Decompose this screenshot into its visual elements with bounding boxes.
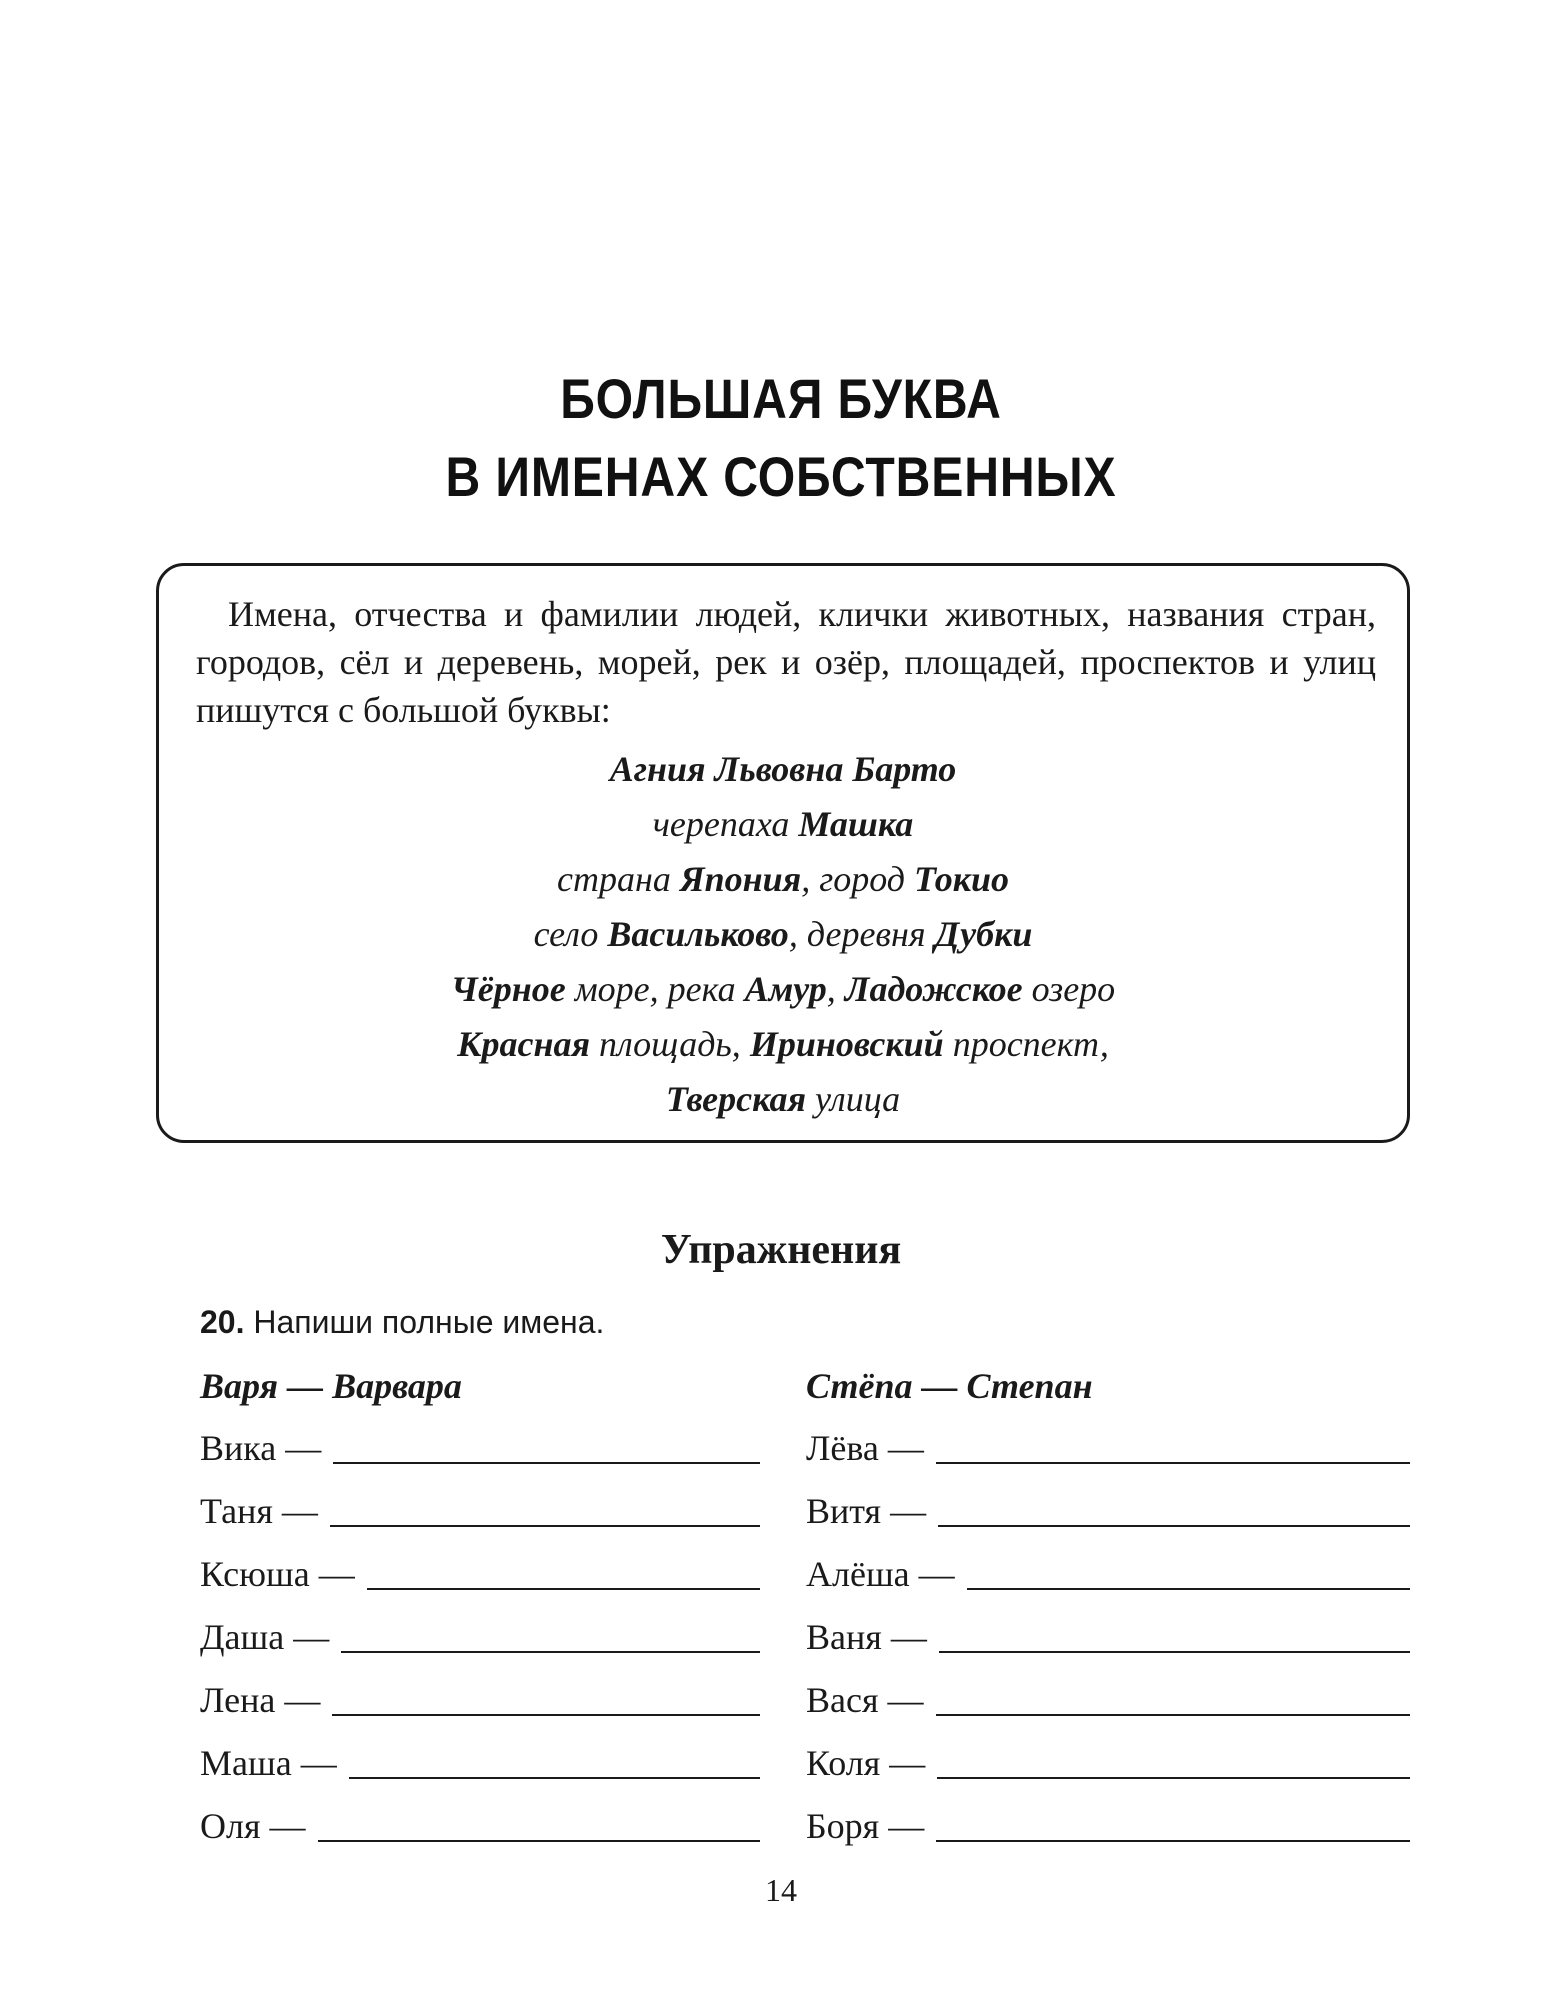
- task-number: 20.: [200, 1304, 245, 1340]
- left-column: [200, 1355, 760, 1858]
- name-row: Боря —: [806, 1795, 1410, 1858]
- example-2: черепаха Машка: [652, 804, 914, 844]
- task-instruction: Напиши полные имена.: [244, 1304, 605, 1340]
- rule-text: Имена, отчества и фамилии людей, клички животных, названия стран, городов, сёл и деревень, морей, рек и озёр, площадей, проспектов и улиц пишутся с большой буквы:: [196, 594, 1376, 730]
- name-row: Ваня —: [806, 1606, 1410, 1669]
- answer-line[interactable]: [330, 1505, 760, 1527]
- answer-line[interactable]: [367, 1568, 760, 1590]
- answer-line[interactable]: [332, 1694, 760, 1716]
- answer-line[interactable]: [318, 1820, 760, 1842]
- page-title: [0, 360, 1562, 516]
- task-20: [200, 1300, 604, 1344]
- answer-line[interactable]: [939, 1631, 1410, 1653]
- name-row: Коля —: [806, 1732, 1410, 1795]
- rule-examples: [156, 742, 1410, 1127]
- name-row: Лёва —: [806, 1417, 1410, 1480]
- name-row: Лена —: [200, 1669, 760, 1732]
- exercises-heading: Упражнения: [660, 1227, 902, 1273]
- name-row: Вася —: [806, 1669, 1410, 1732]
- answer-line[interactable]: [936, 1442, 1410, 1464]
- answer-line[interactable]: [341, 1631, 760, 1653]
- answer-line[interactable]: [349, 1757, 760, 1779]
- example-1: Агния Львовна Барто: [609, 749, 957, 789]
- example-6: Красная площадь, Ириновский проспект,: [457, 1024, 1109, 1064]
- answer-line[interactable]: [937, 1757, 1410, 1779]
- name-row: Ксюша —: [200, 1543, 760, 1606]
- answer-line[interactable]: [967, 1568, 1410, 1590]
- answer-line[interactable]: [936, 1694, 1410, 1716]
- title-line-1: БОЛЬШАЯ БУКВА: [560, 367, 1002, 430]
- name-row: Таня —: [200, 1480, 760, 1543]
- name-row: Даша —: [200, 1606, 760, 1669]
- name-row: Оля —: [200, 1795, 760, 1858]
- name-row: Алёша —: [806, 1543, 1410, 1606]
- title-line-2: В ИМЕНАХ СОБСТВЕННЫХ: [445, 445, 1117, 508]
- name-row: Маша —: [200, 1732, 760, 1795]
- page-number: 14: [765, 1872, 797, 1908]
- name-row: Вика —: [200, 1417, 760, 1480]
- example-5: Чёрное море, река Амур, Ладожское озеро: [450, 969, 1116, 1009]
- right-sample: Стёпа — Степан: [806, 1366, 1093, 1406]
- example-3: страна Япония, город Токио: [557, 859, 1009, 899]
- example-7: Тверская улица: [665, 1079, 901, 1119]
- right-column: [806, 1355, 1410, 1858]
- left-sample: Варя — Варвара: [200, 1366, 462, 1406]
- answer-line[interactable]: [936, 1820, 1410, 1842]
- answer-line[interactable]: [938, 1505, 1410, 1527]
- answer-line[interactable]: [333, 1442, 760, 1464]
- example-4: село Васильково, деревня Дубки: [533, 914, 1033, 954]
- name-row: Витя —: [806, 1480, 1410, 1543]
